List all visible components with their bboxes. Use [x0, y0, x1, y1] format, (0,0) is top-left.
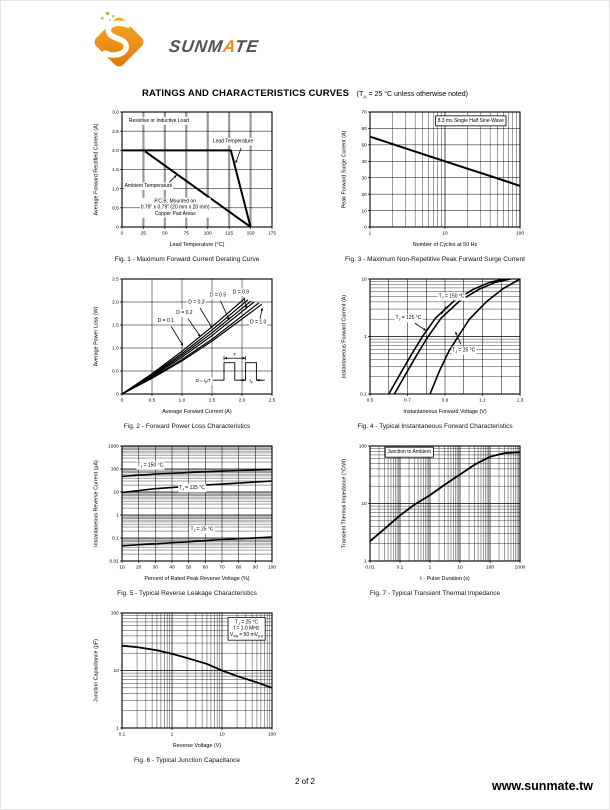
svg-text:60: 60 — [361, 127, 367, 133]
svg-text:20: 20 — [361, 192, 367, 198]
fig6-caption: Fig. 6 - Typical Junction Capacitance — [133, 757, 241, 764]
svg-text:70: 70 — [219, 565, 225, 571]
svg-text:10: 10 — [457, 565, 463, 571]
svg-text:10: 10 — [119, 565, 125, 571]
svg-text:0.5: 0.5 — [112, 369, 119, 375]
svg-text:1.0: 1.0 — [112, 346, 119, 352]
title-note: ($T_A = 25$ °C unless otherwise noted) — [356, 91, 468, 101]
svg-text:100: 100 — [110, 611, 119, 617]
svg-text:10: 10 — [219, 732, 225, 738]
svg-text:Resistive or Inductive Load: Resistive or Inductive Load — [128, 117, 189, 124]
svg-text:2.5: 2.5 — [268, 398, 276, 404]
brand-wordmark — [168, 37, 261, 57]
svg-text:1000: 1000 — [108, 444, 119, 450]
svg-text:175: 175 — [267, 231, 277, 237]
svg-text:2.0: 2.0 — [112, 300, 119, 306]
svg-text:10: 10 — [361, 502, 367, 508]
svg-text:8.3 ms Single Half Sine-Wave: 8.3 ms Single Half Sine-Wave — [437, 117, 504, 124]
sunmate-diamond-icon — [85, 9, 155, 71]
svg-text:80: 80 — [235, 565, 242, 571]
fig7-caption: Fig. 7 - Typical Transient Thermal Impedance — [369, 590, 501, 597]
svg-text:50: 50 — [162, 231, 168, 237]
empty-cell — [311, 605, 559, 764]
svg-text:D = 1.0: D = 1.0 — [250, 319, 267, 326]
svg-text:0.01: 0.01 — [109, 559, 119, 565]
figure-7-cell — [311, 438, 559, 597]
figures-grid — [63, 104, 559, 764]
svg-text:0.79" x 0.79" (20 mm x 20 mm): 0.79" x 0.79" (20 mm x 20 mm) — [140, 204, 210, 211]
svg-text:3.0: 3.0 — [112, 110, 119, 116]
page-title — [1, 83, 609, 101]
svg-text:0.5: 0.5 — [148, 398, 156, 404]
svg-text:2.5: 2.5 — [112, 277, 119, 283]
svg-text:2.0: 2.0 — [238, 398, 246, 404]
fig4-caption: Fig. 4 - Typical Instantaneous Forward Characteristics — [357, 423, 513, 430]
svg-text:T: T — [233, 352, 237, 358]
svg-text:TJ = 150 °C: $T_J = 150$ °C — [137, 462, 164, 469]
svg-text:0.01: 0.01 — [365, 565, 375, 571]
figure-6-cell — [63, 605, 311, 764]
svg-text:10: 10 — [113, 490, 119, 496]
svg-text:2.5: 2.5 — [112, 129, 119, 135]
svg-text:TJ = 125 °C: $T_J = 125$ °C — [179, 485, 205, 492]
svg-text:0.1: 0.1 — [396, 565, 404, 571]
svg-text:0: 0 — [116, 225, 119, 231]
svg-text:30: 30 — [152, 565, 159, 571]
fig3-caption: Fig. 3 - Maximum Non-Repetitive Peak Forward Surge Current — [345, 256, 525, 263]
svg-text:Number of Cycles at 50 Hz: Number of Cycles at 50 Hz — [412, 242, 478, 248]
svg-text:D = 0.2: D = 0.2 — [176, 309, 193, 316]
svg-text:20: 20 — [135, 565, 142, 571]
svg-text:0.7: 0.7 — [404, 398, 411, 404]
svg-text:TJ = 150 °C: $T_J = 150$ °C — [438, 293, 465, 300]
svg-text:0.1: 0.1 — [112, 536, 119, 542]
svg-text:Average Power Loss (W): Average Power Loss (W) — [93, 306, 100, 367]
svg-text:30: 30 — [361, 176, 367, 182]
fig2-power-loss-chart — [91, 271, 283, 421]
figure-1-cell — [63, 104, 311, 263]
title-main: RATINGS AND CHARACTERISTICS CURVES — [142, 88, 350, 99]
svg-text:1: 1 — [368, 231, 372, 237]
svg-text:0: 0 — [364, 225, 367, 231]
svg-text:70: 70 — [361, 110, 367, 116]
svg-text:50: 50 — [185, 565, 192, 571]
svg-text:0: 0 — [120, 231, 124, 237]
svg-text:Average Forward Current (A): Average Forward Current (A) — [162, 409, 232, 415]
svg-text:1: 1 — [428, 565, 432, 571]
svg-text:Lead Temperature (°C): Lead Temperature (°C) — [169, 242, 225, 248]
brand-accent: A — [221, 37, 237, 56]
svg-text:TJ = 25 °C: $T_J = 25$ °C — [190, 526, 214, 533]
svg-text:Peak Forward Surge Current (A): Peak Forward Surge Current (A) — [341, 130, 348, 209]
figure-5-cell — [63, 438, 311, 597]
svg-text:Vsig = 50 mVp-p: $V_{sig} = 50$ $mV_{p-p}$ — [230, 631, 264, 639]
svg-text:Instantaneous Forward Current: Instantaneous Forward Current (A) — [341, 294, 348, 379]
fig1-caption: Fig. 1 - Maximum Forward Current Derating Curve — [114, 256, 260, 263]
svg-text:100: 100 — [358, 444, 367, 450]
svg-text:1.0: 1.0 — [112, 187, 119, 193]
svg-text:10: 10 — [361, 209, 367, 215]
fig6-junction-capacitance-chart — [91, 605, 283, 755]
sunmate-logo — [85, 9, 259, 71]
svg-text:Junction to Ambient: Junction to Ambient — [387, 449, 431, 456]
fig5-caption: Fig. 5 - Typical Reverse Leakage Characteristics — [117, 590, 257, 597]
svg-text:100: 100 — [267, 565, 277, 571]
svg-text:1: 1 — [116, 726, 119, 732]
svg-text:0: 0 — [116, 392, 119, 398]
svg-text:1: 1 — [170, 732, 174, 738]
svg-text:Percent of Rated Peak Reverse: Percent of Rated Peak Reverse Voltage (%) — [144, 576, 250, 582]
svg-text:TJ = 125 °C: $T_J = 125$ °C — [395, 315, 422, 322]
svg-text:0.1: 0.1 — [360, 392, 367, 398]
svg-text:1: 1 — [364, 335, 367, 341]
svg-text:100: 100 — [203, 231, 212, 237]
svg-text:1.5: 1.5 — [208, 398, 216, 404]
brand-right: TE — [233, 37, 261, 56]
svg-text:2.0: 2.0 — [112, 149, 119, 155]
svg-text:Junction Capacitance (pF): Junction Capacitance (pF) — [93, 639, 100, 702]
svg-text:0.5: 0.5 — [112, 206, 119, 212]
svg-text:Lead Temperature: Lead Temperature — [212, 138, 254, 145]
svg-text:10: 10 — [361, 277, 367, 283]
svg-text:Instantaneous Forward Voltage: Instantaneous Forward Voltage (V) — [403, 409, 487, 415]
svg-text:75: 75 — [183, 231, 189, 237]
page-footer — [1, 775, 609, 799]
svg-text:0.1: 0.1 — [118, 732, 126, 738]
website-url: www.sunmate.tw — [492, 779, 593, 793]
svg-text:60: 60 — [202, 565, 209, 571]
svg-text:1.1: 1.1 — [479, 398, 486, 404]
svg-text:1.5: 1.5 — [112, 323, 119, 329]
svg-text:50: 50 — [361, 143, 367, 149]
svg-text:Copper Pad Areas: Copper Pad Areas — [154, 210, 196, 217]
svg-text:TJ = 25 °C: $T_J = 25$ °C — [452, 347, 476, 354]
svg-text:D = 0.5: D = 0.5 — [209, 292, 227, 299]
svg-text:40: 40 — [361, 159, 367, 165]
svg-text:D = 0.9: D = 0.9 — [232, 289, 249, 296]
svg-text:10: 10 — [113, 669, 119, 675]
svg-text:Reverse Voltage (V): Reverse Voltage (V) — [172, 743, 222, 749]
fig2-caption: Fig. 2 - Forward Power Loss Characteristics — [123, 423, 251, 430]
svg-text:90: 90 — [252, 565, 259, 571]
fig7-thermal-impedance-chart — [339, 438, 531, 588]
svg-text:100: 100 — [110, 467, 119, 473]
svg-text:D = 0.3: D = 0.3 — [188, 299, 205, 306]
svg-text:Transient Thermal Impedance (°: Transient Thermal Impedance (°C/W) — [341, 458, 348, 549]
svg-text:1.3: 1.3 — [516, 398, 524, 404]
svg-text:1: 1 — [116, 513, 119, 519]
svg-text:tp: $t_p$ — [249, 377, 253, 385]
fig1-derating-chart — [91, 104, 283, 254]
svg-text:25: 25 — [140, 231, 147, 237]
svg-text:100: 100 — [485, 565, 495, 571]
svg-text:0: 0 — [120, 398, 124, 404]
svg-text:10: 10 — [442, 231, 448, 237]
svg-text:1: 1 — [364, 559, 367, 565]
svg-text:100: 100 — [515, 231, 525, 237]
svg-text:1.0: 1.0 — [178, 398, 186, 404]
fig3-surge-chart — [339, 104, 531, 254]
figure-3-cell — [311, 104, 559, 263]
svg-text:1000: 1000 — [514, 565, 526, 571]
svg-text:Instantaneous Reverse Current: Instantaneous Reverse Current (µA) — [93, 460, 100, 547]
svg-text:125: 125 — [225, 231, 234, 237]
svg-text:Average Forward Rectified Curr: Average Forward Rectified Current (A) — [93, 123, 100, 216]
figure-4-cell — [311, 271, 559, 430]
svg-text:100: 100 — [267, 732, 277, 738]
svg-text:40: 40 — [169, 565, 175, 571]
page-number: 2 of 2 — [294, 777, 315, 786]
fig4-forward-characteristics-chart — [339, 271, 531, 421]
svg-text:1.5: 1.5 — [112, 168, 119, 174]
svg-text:P.C.B. Mounted on: P.C.B. Mounted on — [154, 198, 196, 205]
figure-2-cell — [63, 271, 311, 430]
svg-text:0.5: 0.5 — [366, 398, 374, 404]
svg-text:150: 150 — [246, 231, 255, 237]
svg-text:t - Pulse Duration (s): t - Pulse Duration (s) — [420, 576, 470, 582]
svg-text:0.9: 0.9 — [441, 398, 449, 404]
fig5-reverse-leakage-chart — [91, 438, 283, 588]
svg-text:Ambient Temperature: Ambient Temperature — [124, 183, 173, 190]
svg-text:f = 1.0 MHz: f = 1.0 MHz — [233, 625, 260, 632]
svg-text:D = 0.1: D = 0.1 — [157, 317, 174, 324]
svg-text:D = tp/T: $D = t_p/T$ — [195, 377, 212, 385]
brand-left: SUNM — [167, 37, 225, 56]
svg-text:TJ = 25 °C: $T_J = 25$ °C — [235, 619, 259, 626]
